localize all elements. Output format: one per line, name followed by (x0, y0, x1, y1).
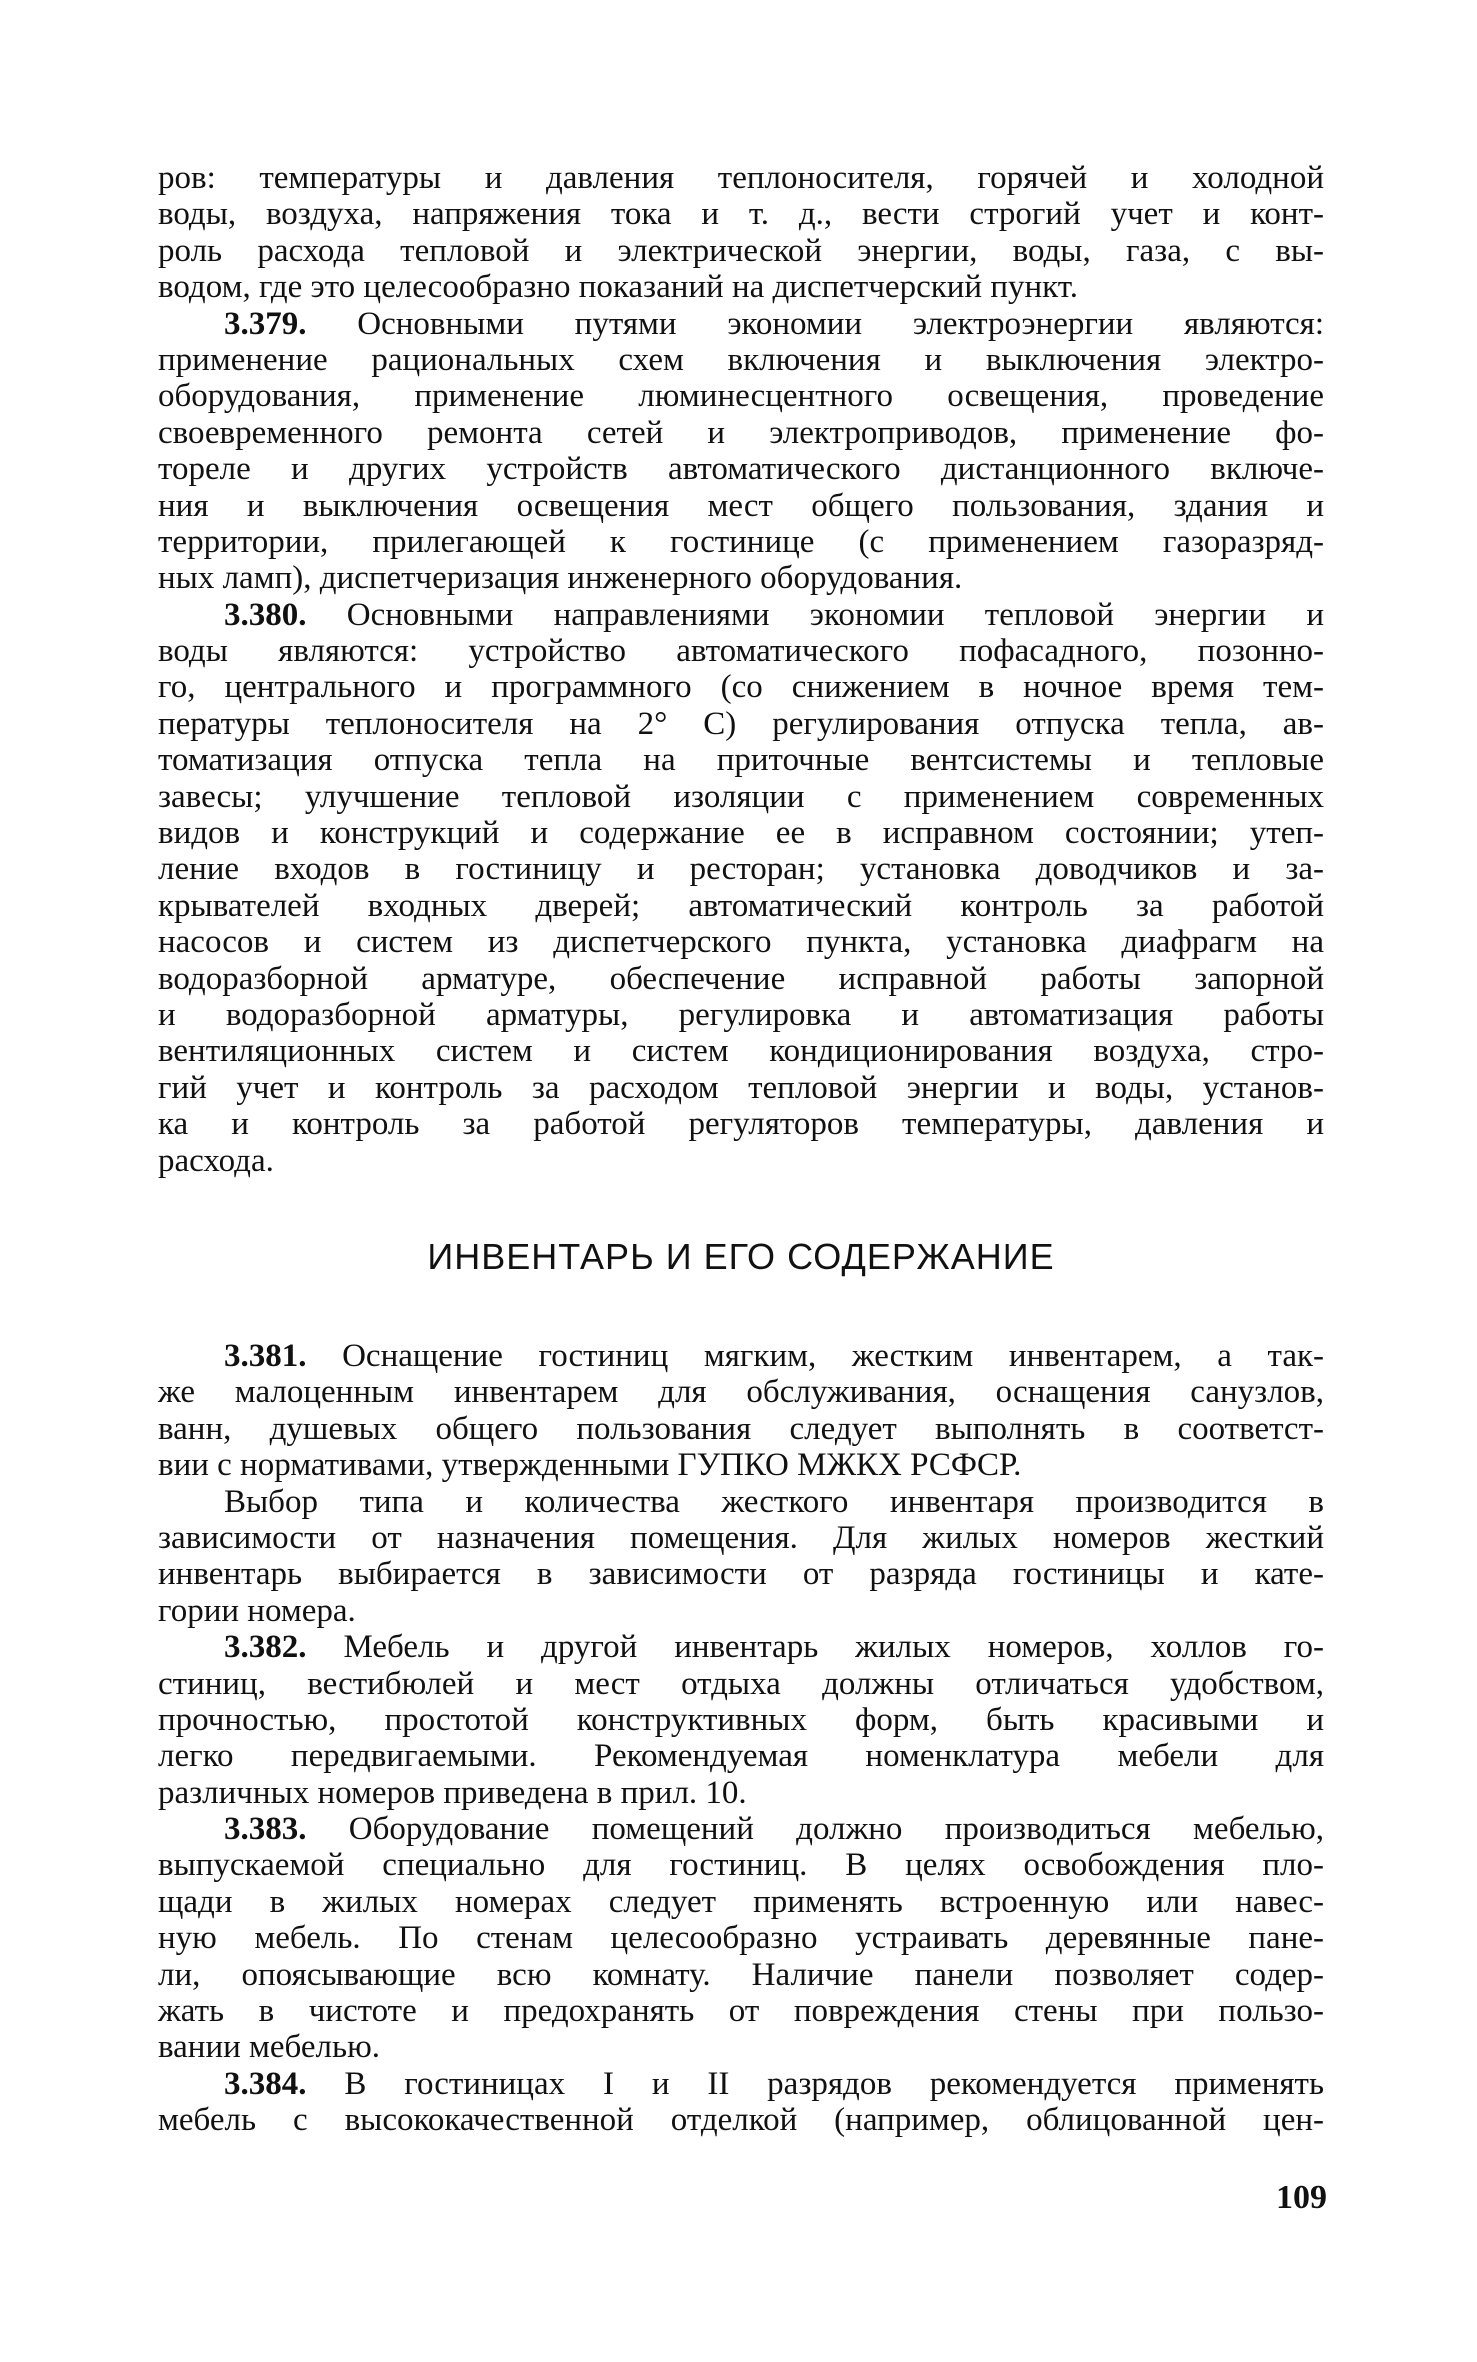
text-line: мебель с высококачественной отделкой (например, облицованной цен- (158, 2102, 1324, 2139)
text-line: выпускаемой специально для гостиниц. В целях освобождения пло- (158, 1847, 1324, 1884)
text-line: ли, опоясывающие всю комнату. Наличие панели позволяет содер- (158, 1956, 1324, 1993)
text-line: ка и контроль за работой регуляторов температуры, давления и (158, 1106, 1324, 1143)
section-heading: ИНВЕНТАРЬ И ЕГО СОДЕРЖАНИЕ (427, 1236, 1055, 1277)
paragraph-number: 3.382. (224, 1629, 307, 1666)
text-line: зависимости от назначения помещения. Для жилых номеров жесткий (158, 1519, 1324, 1556)
paragraph-text: Основными направлениями экономии тепловой энергии и (346, 596, 1324, 633)
text-line: водоразборной арматуре, обеспечение исправной работы запорной (158, 960, 1324, 997)
upper-text-block (158, 160, 1324, 1179)
text-line: крывателей входных дверей; автоматический контроль за работой (158, 887, 1324, 924)
paragraph-text: В гостиницах I и II разрядов рекомендуется применять (344, 2065, 1325, 2102)
text-line: жать в чистоте и предохранять от повреждения стены при пользо- (158, 1993, 1324, 2030)
page-number: 109 (1276, 2179, 1327, 2216)
text-line: Выбор типа и количества жесткого инвентаря производится в (224, 1483, 1324, 1520)
text-line (158, 306, 1324, 342)
text-line: инвентарь выбирается в зависимости от разряда гостиницы и кате- (158, 1556, 1324, 1593)
text-line: ных ламп), диспетчеризация инженерного оборудования. (158, 560, 963, 597)
text-line: вентиляционных систем и систем кондиционирования воздуха, стро- (158, 1033, 1324, 1070)
paragraph-3-382 (158, 1629, 1324, 1811)
paragraph-continuation (158, 160, 1324, 306)
paragraph-number: 3.380. (224, 596, 307, 633)
text-line: своевременного ремонта сетей и электроприводов, применение фо- (158, 414, 1324, 451)
text-line: ния и выключения освещения мест общего пользования, здания и (158, 487, 1324, 524)
text-line: ление входов в гостиницу и ресторан; установка доводчиков и за- (158, 851, 1324, 888)
text-line: воды являются: устройство автоматического пофасадного, позонно- (158, 633, 1324, 670)
paragraph-number: 3.383. (224, 1811, 307, 1848)
paragraph-3-381 (158, 1338, 1324, 1484)
text-line: пературы теплоносителя на 2° С) регулирования отпуска тепла, ав- (158, 705, 1324, 742)
text-line: применение рациональных схем включения и выключения электро- (158, 341, 1324, 378)
text-line: завесы; улучшение тепловой изоляции с применением современных (158, 778, 1324, 815)
text-line: водом, где это целесообразно показаний на диспетчерский пункт. (158, 269, 1078, 306)
text-line: ров: температуры и давления теплоносителя, горячей и холодной (158, 160, 1324, 196)
paragraph-text: Основными путями экономии электроэнергии являются: (357, 305, 1325, 342)
text-line: вии с нормативами, утвержденными ГУПКО МЖКХ РСФСР. (158, 1447, 1022, 1484)
text-line (158, 1811, 1324, 1847)
text-line: ванн, душевых общего пользования следует выполнять в соответст- (158, 1410, 1324, 1447)
text-line: роль расхода тепловой и электрической энергии, воды, газа, с вы- (158, 232, 1324, 269)
paragraph-number: 3.384. (224, 2065, 307, 2102)
text-line: же малоценным инвентарем для обслуживания, оснащения санузлов, (158, 1374, 1324, 1411)
text-line: территории, прилегающей к гостинице (с применением газоразряд- (158, 523, 1324, 560)
text-line: щади в жилых номерах следует применять встроенную или навес- (158, 1883, 1324, 1920)
text-line: ную мебель. По стенам целесообразно устраивать деревянные пане- (158, 1920, 1324, 1957)
paragraph-3-380 (158, 597, 1324, 1179)
paragraph-inventory-choice (158, 1484, 1324, 1630)
text-line (158, 2066, 1324, 2102)
paragraph-3-383 (158, 1811, 1324, 2066)
lower-text-block (158, 1338, 1324, 2139)
text-line: прочностью, простотой конструктивных форм, быть красивыми и (158, 1701, 1324, 1738)
text-line (158, 597, 1324, 633)
text-line: тореле и других устройств автоматического дистанционного включе- (158, 451, 1324, 488)
text-line: оборудования, применение люминесцентного освещения, проведение (158, 378, 1324, 415)
paragraph-text: Оборудование помещений должно производиться мебелью, (348, 1811, 1324, 1848)
text-line: стиниц, вестибюлей и мест отдыха должны отличаться удобством, (158, 1665, 1324, 1702)
paragraph-3-384 (158, 2066, 1324, 2139)
text-line: различных номеров приведена в прил. 10. (158, 1774, 747, 1811)
text-line: насосов и систем из диспетчерского пункта, установка диафрагм на (158, 924, 1324, 961)
text-line: гий учет и контроль за расходом тепловой энергии и воды, установ- (158, 1069, 1324, 1106)
text-line: гории номера. (158, 1592, 356, 1629)
text-line: легко передвигаемыми. Рекомендуемая номенклатура мебели для (158, 1738, 1324, 1775)
paragraph-text: Мебель и другой инвентарь жилых номеров, холлов го- (343, 1629, 1324, 1666)
text-line: воды, воздуха, напряжения тока и т. д., вести строгий учет и конт- (158, 196, 1324, 233)
paragraph-3-379 (158, 306, 1324, 597)
text-line: вании мебелью. (158, 2029, 380, 2066)
paragraph-text: Оснащение гостиниц мягким, жестким инвентарем, а так- (342, 1338, 1324, 1374)
text-line: и водоразборной арматуры, регулировка и автоматизация работы (158, 996, 1324, 1033)
paragraph-number: 3.381. (224, 1338, 307, 1374)
paragraph-number: 3.379. (224, 305, 307, 342)
text-line (158, 1629, 1324, 1665)
text-line (158, 1338, 1324, 1374)
text-line: томатизация отпуска тепла на приточные вентсистемы и тепловые (158, 742, 1324, 779)
text-line: расхода. (158, 1142, 274, 1179)
text-line: видов и конструкций и содержание ее в исправном состоянии; утеп- (158, 815, 1324, 852)
text-line: го, центрального и программного (со снижением в ночное время тем- (158, 669, 1324, 706)
